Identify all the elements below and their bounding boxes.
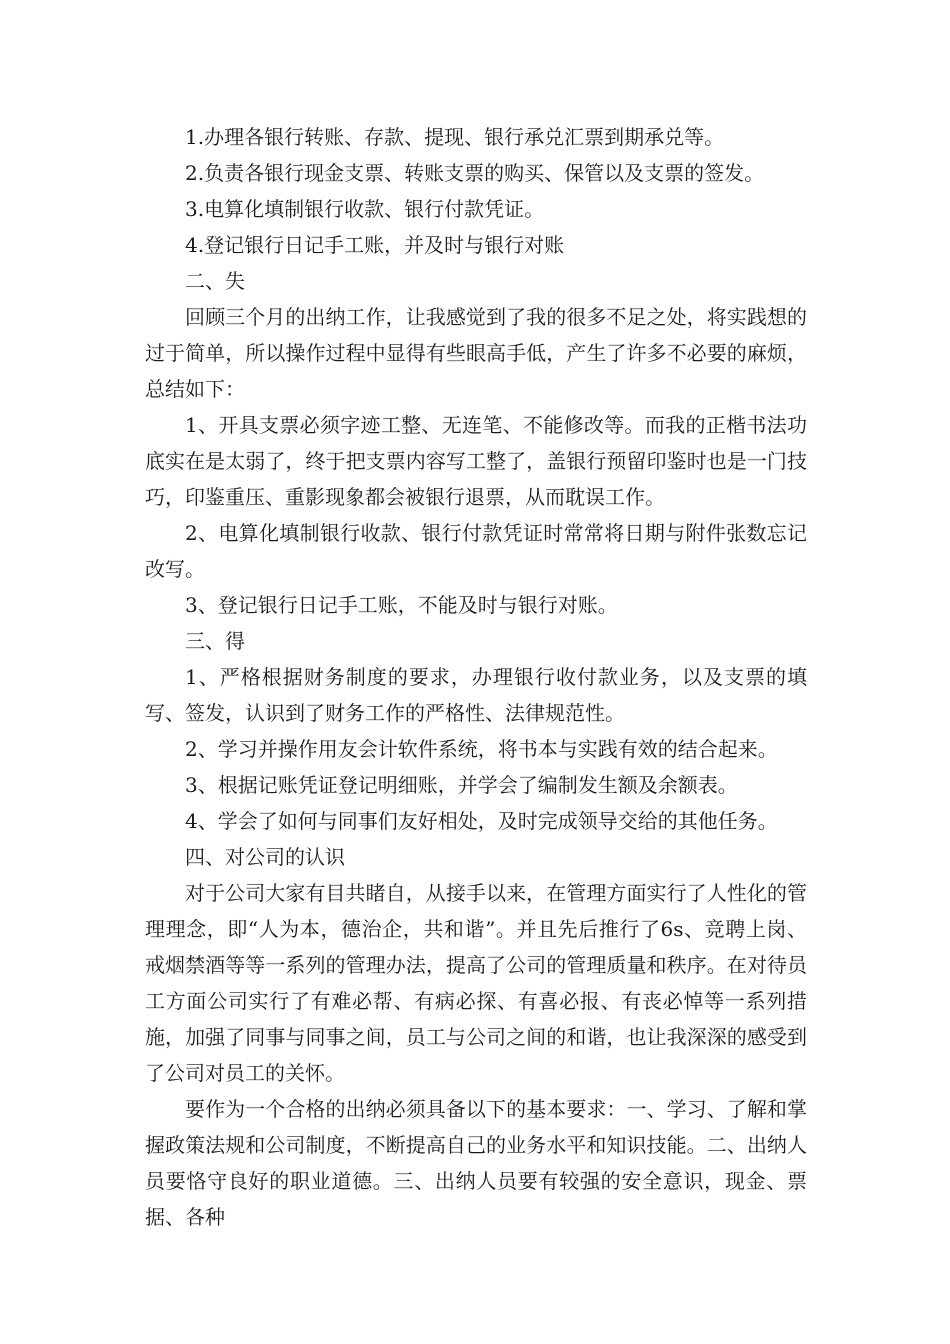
requirements-paragraph: 要作为一个合格的出纳必须具备以下的基本要求：一、学习、了解和掌握政策法规和公司制度，不断提高自己的业务水平和知识技能。二、出纳人员要恪守良好的职业道德。三、出纳人员要有较强的安全意识，现金、票据、各种 [145, 1097, 807, 1229]
section-heading-company: 四、对公司的认识 [185, 845, 345, 869]
duty-item-4: 4.登记银行日记手工账，并及时与银行对账 [185, 233, 565, 257]
gain-item-3: 3、根据记账凭证登记明细账，并学会了编制发生额及余额表。 [185, 773, 738, 797]
shortcoming-item-2: 2、电算化填制银行收款、银行付款凭证时常常将日期与附件张数忘记改写。 [145, 521, 807, 581]
duty-item-2: 2.负责各银行现金支票、转账支票的购买、保管以及支票的签发。 [185, 161, 765, 185]
gain-item-4: 4、学会了如何与同事们友好相处，及时完成领导交给的其他任务。 [185, 809, 778, 833]
duty-item-1: 1.办理各银行转账、存款、提现、银行承兑汇票到期承兑等。 [185, 125, 725, 149]
gain-item-1: 1、严格根据财务制度的要求，办理银行收付款业务，以及支票的填写、签发，认识到了财务工作的严格性、法律规范性。 [145, 665, 807, 725]
section-heading-gains: 三、得 [185, 629, 245, 653]
duty-item-3: 3.电算化填制银行收款、银行付款凭证。 [185, 197, 545, 221]
shortcoming-item-1: 1、开具支票必须字迹工整、无连笔、不能修改等。而我的正楷书法功底实在是太弱了，终于把支票内容写工整了，盖银行预留印鉴时也是一门技巧，印鉴重压、重影现象都会被银行退票，从而耽误工作。 [145, 413, 807, 509]
gain-item-2: 2、学习并操作用友会计软件系统，将书本与实践有效的结合起来。 [185, 737, 778, 761]
section-heading-shortcomings: 二、失 [185, 269, 245, 293]
company-paragraph: 对于公司大家有目共睹自，从接手以来，在管理方面实行了人性化的管理理念，即“人为本，德治企，共和谐”。并且先后推行了6s、竞聘上岗、戒烟禁酒等等一系列的管理办法，提高了公司的管理质量和秩序。在对待员工方面公司实行了有难必帮、有病必探、有喜必报、有丧必悼等一系列措施，加强了同事与同事之间，员工与公司之间的和谐，也让我深深的感受到了公司对员工的关怀。 [145, 881, 807, 1085]
document-body [145, 119, 807, 1235]
shortcoming-item-3: 3、登记银行日记手工账，不能及时与银行对账。 [185, 593, 618, 617]
shortcomings-intro: 回顾三个月的出纳工作，让我感觉到了我的很多不足之处，将实践想的过于简单，所以操作过程中显得有些眼高手低，产生了许多不必要的麻烦，总结如下： [145, 305, 807, 401]
